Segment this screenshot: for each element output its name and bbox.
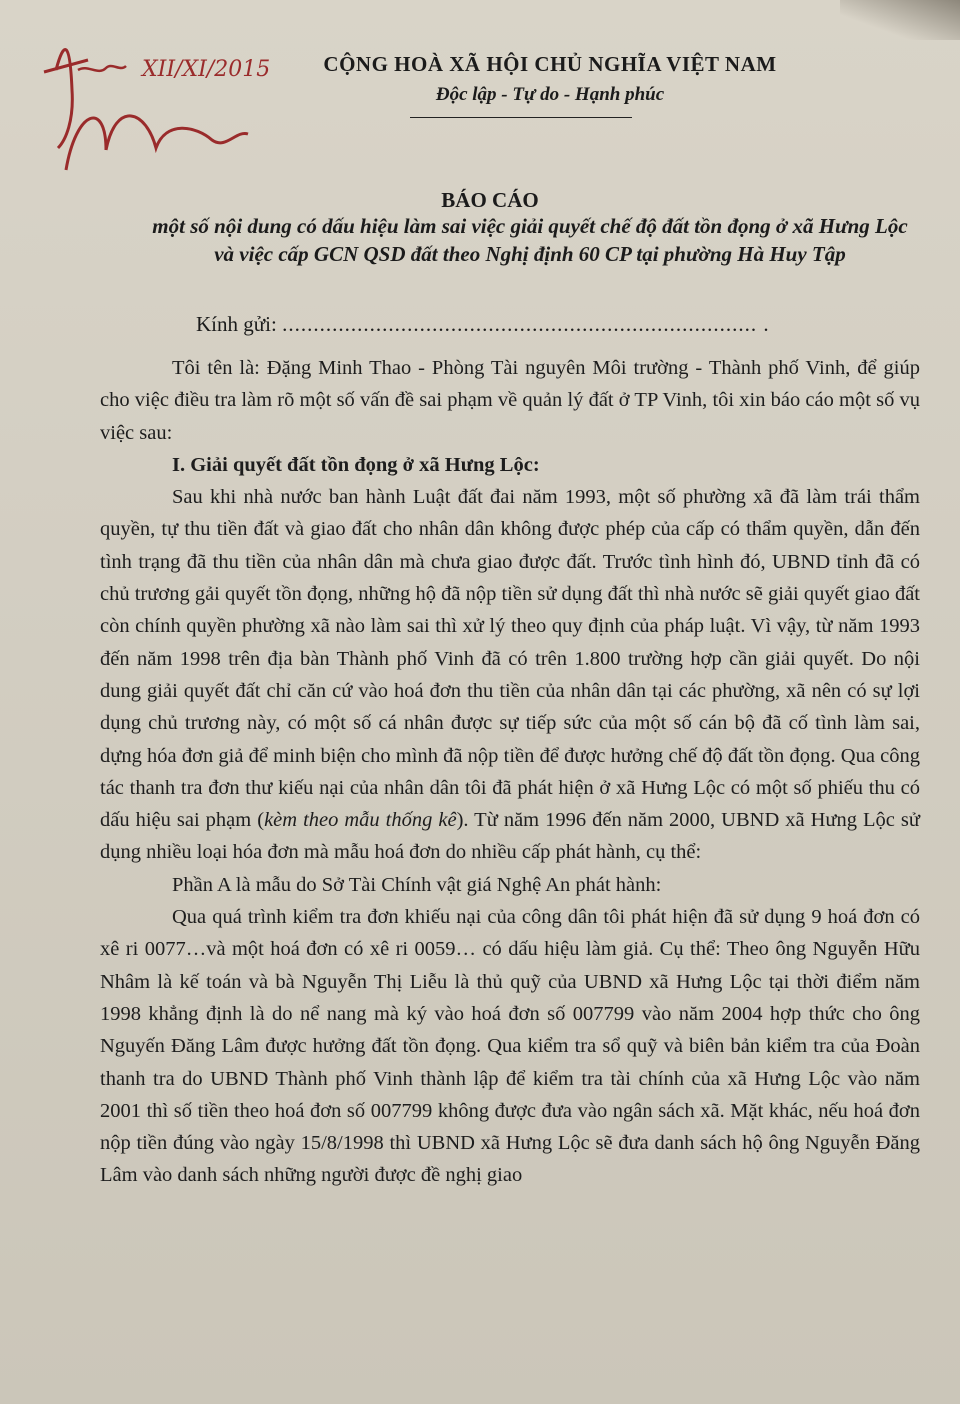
report-subtitle: một số nội dung có dấu hiệu làm sai việc giải quyết chế độ đất tồn đọng ở xã Hưng Lộc và việc cấp GCN QSD đất theo Nghị định 60 CP tại phường Hà Huy Tập: [152, 214, 908, 266]
paragraph-3: Qua quá trình kiểm tra đơn khiếu nại của công dân tôi phát hiện đã sử dụng 9 hoá đơn có xê ri 0077…và một hoá đơn có xê ri 0059… có dấu hiệu làm giả. Cụ thể: Theo ông Nguyễn Hữu Nhâm là kế toán và bà Nguyễn Thị Liễu là thủ quỹ của UBND xã Hưng Lộc tại thời điểm năm 1998 khẳng định là do nể nang mà ký vào hoá đơn số 007799 vào năm 2004 hợp thức cho ông Nguyến Đăng Lâm được hưởng đất tồn đọng. Qua kiểm tra sổ quỹ và biên bản kiểm tra của Đoàn thanh tra do UBND Thành phố Vinh thành lập để kiểm tra tài chính của xã Hưng Lộc vào năm 2001 thì số tiền theo hoá đơn số 007799 không được đưa vào ngân sách xã. Mặt khác, nếu hoá đơn nộp tiền đúng vào ngày 15/8/1998 thì UBND xã Hưng Lộc sẽ đưa danh sách hộ ông Nguyễn Đăng Lâm vào danh sách những người được đề nghị giao: [100, 906, 920, 1187]
addressee-blank: ............................................................................ .: [282, 312, 770, 336]
addressee-line: [196, 312, 770, 337]
national-title: CỘNG HOÀ XÃ HỘI CHỦ NGHĨA VIỆT NAM: [323, 52, 777, 76]
addressee-label: Kính gửi:: [196, 312, 277, 336]
paragraph-1-tail: ). Từ năm 1996 đến năm 2000, UBND xã Hưng Lộc sử dụng nhiều loại hóa đơn mà mẫu hoá đơn do nhiều cấp phát hành, cụ thể:: [100, 809, 920, 864]
motto-underline: [410, 117, 632, 118]
intro-paragraph: Tôi tên là: Đặng Minh Thao - Phòng Tài nguyên Môi trường - Thành phố Vinh, để giúp cho việc điều tra làm rõ một số vấn đề sai phạm về quản lý đất ở TP Vinh, tôi xin báo cáo một số vụ việc sau:: [100, 357, 920, 444]
paragraph-2: Phần A là mẫu do Sở Tài Chính vật giá Nghệ An phát hành:: [172, 873, 662, 896]
section-heading: I. Giải quyết đất tồn đọng ở xã Hưng Lộc:: [172, 453, 540, 476]
report-title: BÁO CÁO: [441, 188, 539, 212]
page-shadow: [840, 0, 960, 40]
national-motto: Độc lập - Tự do - Hạnh phúc: [435, 84, 665, 105]
paragraph-1-text: Sau khi nhà nước ban hành Luật đất đai năm 1993, một số phường xã đã làm trái thẩm quyền, tự thu tiền đất và giao đất cho nhân dân không được phép của cấp có thẩm quyền, dẫn đến tình trạng đã thu tiền của nhân dân mà chưa giao được đất. Trước tình hình đó, UBND tỉnh đã có chủ trương gải quyết tồn đọng, những hộ đã nộp tiền sử dụng đất thì nhà nước sẽ giải quyết giao đất còn chính quyền phường xã nào làm sai thì xử lý theo quy định của pháp luật. Vì vậy, từ năm 1993 đến năm 1998 trên địa bàn Thành phố Vinh đã có trên 1.800 trường hợp cần giải quyết. Do nội dung giải quyết đất chỉ căn cứ vào hoá đơn thu tiền của nhân dân tại các phường, xã nên có sự lợi dụng chủ trương này, có một số cá nhân được sự tiếp sức của một số cán bộ đã cố tình làm sai, dựng hóa đơn giả để minh biện cho mình đã nộp tiền để được hưởng chế độ đất tồn đọng. Qua công tác thanh tra đơn thư kiếu nại của nhân dân tôi đã phát hiện ở xã Hưng Lộc có một số phiếu thu có dấu hiệu sai phạm (: [100, 486, 920, 832]
report-body: [100, 352, 920, 1192]
paragraph-1-italic: kèm theo mẫu thống kê: [264, 809, 457, 832]
paragraph-1: [100, 481, 920, 869]
handwritten-date: XII/XI/2015: [142, 57, 271, 82]
